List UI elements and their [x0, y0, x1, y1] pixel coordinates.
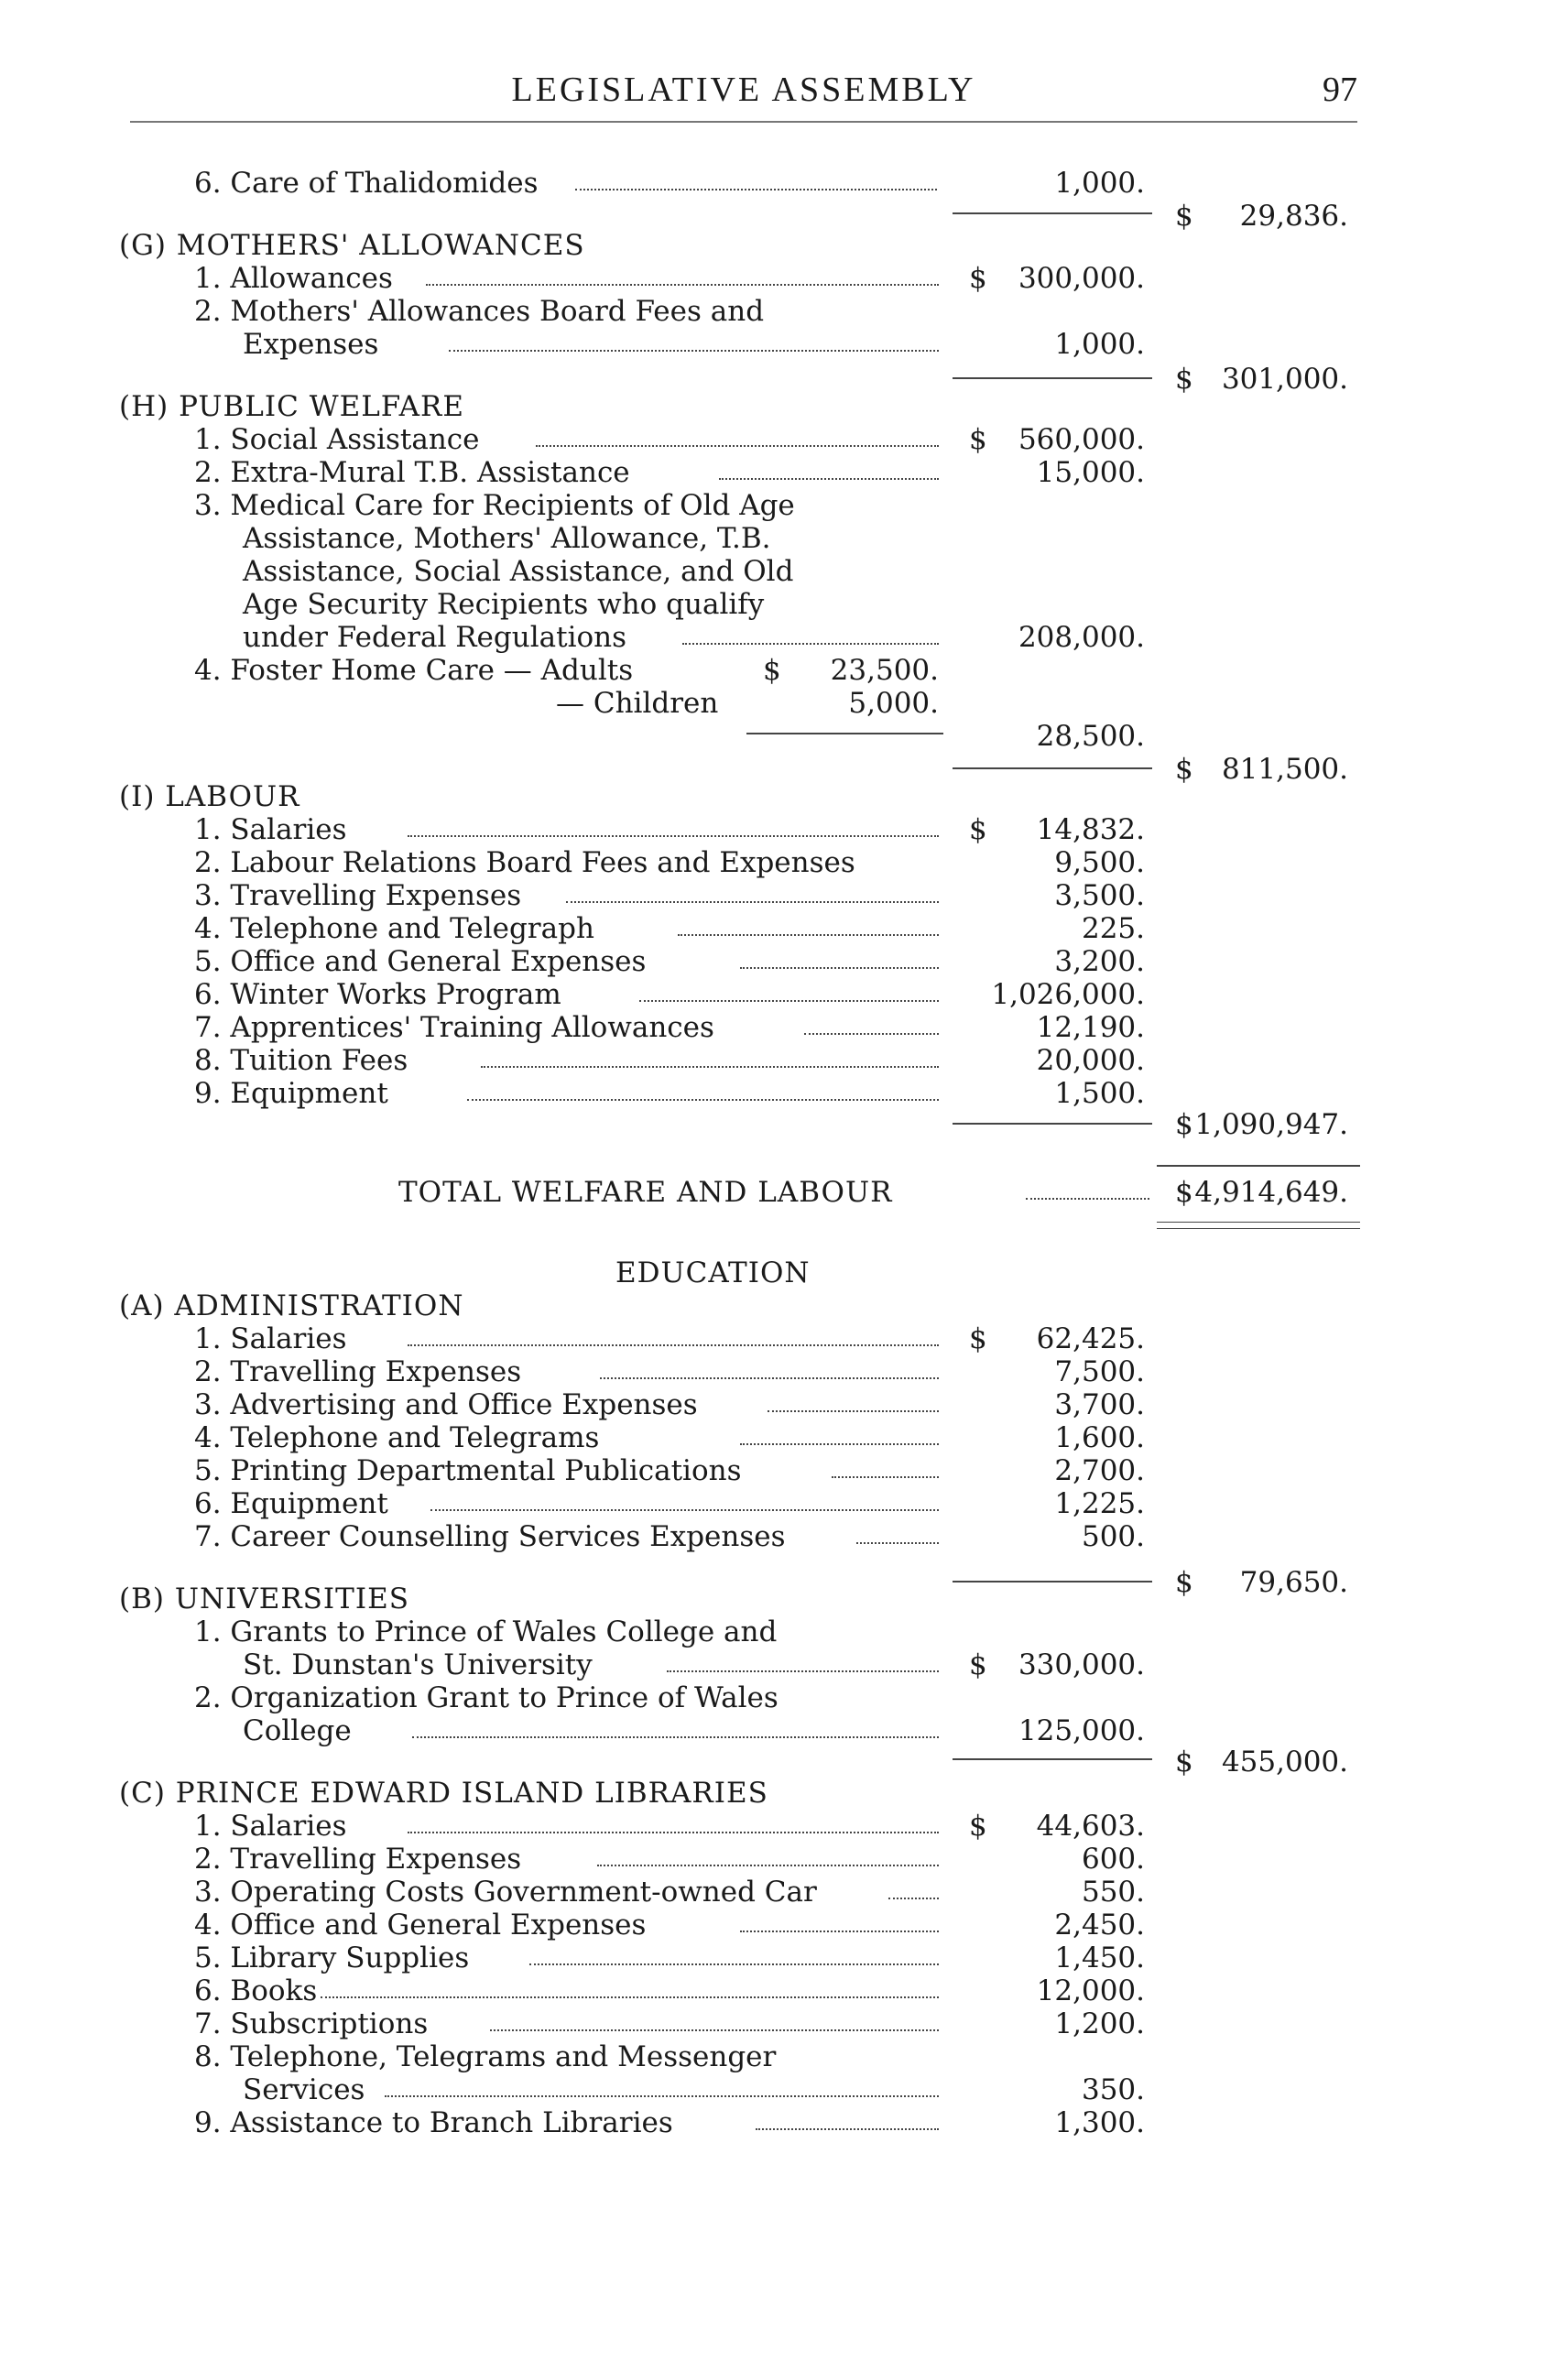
item-amount: 14,832.: [1036, 813, 1145, 846]
dot-leader: [804, 1011, 939, 1035]
dot-leader: [408, 813, 939, 837]
item-amount: 330,000.: [1018, 1648, 1145, 1681]
dot-leader: [856, 1520, 939, 1544]
item-label: Assistance, Social Assistance, and Old: [243, 555, 794, 588]
section-heading: [0, 780, 1568, 813]
item-amount: 1,000.: [1054, 328, 1145, 361]
line-item: [0, 912, 1568, 945]
heading-labour: (I) LABOUR: [119, 780, 300, 813]
dollar-sign: $: [969, 1810, 987, 1843]
dollar-sign: $: [1175, 200, 1193, 233]
line-item: [0, 1388, 1568, 1421]
item-label: 7. Apprentices' Training Allowances: [194, 1011, 714, 1044]
item-amount: 550.: [1081, 1876, 1145, 1909]
dot-leader: [639, 978, 939, 1002]
section-heading: [0, 1777, 1568, 1810]
dot-leader: [490, 2007, 939, 2031]
line-item: [0, 687, 1568, 720]
item-amount: 3,200.: [1054, 945, 1145, 978]
total-rule: [1157, 1165, 1360, 1167]
item-amount: 350.: [1081, 2073, 1145, 2106]
department-heading: [0, 1256, 1568, 1289]
item-amount: 62,425.: [1036, 1322, 1145, 1355]
item-label: Age Security Recipients who qualify: [243, 588, 765, 621]
line-item: [0, 1322, 1568, 1355]
line-item: [0, 1648, 1568, 1681]
item-label: 2. Mothers' Allowances Board Fees and: [194, 295, 765, 328]
dot-leader: [740, 945, 939, 969]
section-heading: [0, 1289, 1568, 1322]
item-label: 6. Winter Works Program: [194, 978, 561, 1011]
item-label: 8. Tuition Fees: [194, 1044, 408, 1077]
item-amount: 28,500.: [1036, 720, 1145, 753]
item-label: 4. Foster Home Care — Adults: [194, 654, 634, 687]
item-label: 9. Assistance to Branch Libraries: [194, 2106, 673, 2139]
heading-public-welfare: (H) PUBLIC WELFARE: [119, 390, 464, 423]
item-amount: 20,000.: [1036, 1044, 1145, 1077]
dot-leader: [408, 1322, 939, 1346]
item-amount: 3,700.: [1054, 1388, 1145, 1421]
item-label: 3. Medical Care for Recipients of Old Age: [194, 489, 795, 522]
item-amount: 2,700.: [1054, 1454, 1145, 1487]
item-label: 6. Care of Thalidomides: [194, 167, 539, 200]
item-amount: 9,500.: [1054, 846, 1145, 879]
line-item: [0, 423, 1568, 456]
item-amount: 1,450.: [1054, 1941, 1145, 1974]
total-amount: 811,500.: [1221, 753, 1348, 786]
dollar-sign: $: [969, 1648, 987, 1681]
item-amount: 1,225.: [1054, 1487, 1145, 1520]
line-item: [0, 2073, 1568, 2106]
item-amount: 600.: [1081, 1843, 1145, 1876]
total-amount: 455,000.: [1221, 1746, 1348, 1778]
item-amount: 1,026,000.: [991, 978, 1145, 1011]
line-item: [0, 1909, 1568, 1941]
dot-leader: [566, 879, 939, 903]
line-item: [0, 167, 1568, 200]
line-item: [0, 879, 1568, 912]
dot-leader: [740, 1909, 939, 1932]
sub-amount: 23,500.: [830, 654, 939, 687]
dot-leader: [467, 1077, 939, 1101]
dollar-sign: $: [969, 1322, 987, 1355]
dot-leader: [1026, 1176, 1149, 1200]
dot-leader: [426, 262, 939, 286]
line-item: [0, 720, 1568, 753]
line-item: [0, 1421, 1568, 1454]
item-label: 2. Labour Relations Board Fees and Expenses: [194, 846, 855, 879]
total-amount: 79,650.: [1239, 1566, 1348, 1599]
heading-administration: (A) ADMINISTRATION: [119, 1289, 464, 1322]
item-label: 6. Equipment: [194, 1487, 388, 1520]
item-label: 3. Travelling Expenses: [194, 879, 522, 912]
item-amount: 560,000.: [1018, 423, 1145, 456]
dot-leader: [536, 423, 939, 447]
dot-leader: [768, 1388, 939, 1412]
item-label: 1. Salaries: [194, 1322, 347, 1355]
item-amount: 500.: [1081, 1520, 1145, 1553]
dot-leader: [430, 1487, 939, 1511]
sub-amount: 5,000.: [848, 687, 939, 720]
line-item: [0, 2007, 1568, 2040]
line-item: [0, 522, 1568, 555]
item-amount: 1,500.: [1054, 1077, 1145, 1110]
item-amount: 2,450.: [1054, 1909, 1145, 1941]
dot-leader: [529, 1941, 939, 1965]
dot-leader: [888, 1876, 939, 1899]
dollar-sign: $: [763, 654, 781, 687]
line-item: [0, 2040, 1568, 2073]
section-total: [0, 1746, 1568, 1778]
dollar-sign: $: [969, 423, 987, 456]
line-item: [0, 489, 1568, 522]
dot-leader: [449, 328, 939, 352]
dollar-sign: $: [969, 262, 987, 295]
item-amount: 125,000.: [1018, 1714, 1145, 1747]
item-label: 9. Equipment: [194, 1077, 388, 1110]
line-item: [0, 1974, 1568, 2007]
item-label: Services: [243, 2073, 365, 2106]
item-label: 1. Salaries: [194, 1810, 347, 1843]
dot-leader: [385, 2073, 939, 2097]
line-item: [0, 262, 1568, 295]
item-label: 7. Career Counselling Services Expenses: [194, 1520, 786, 1553]
dot-leader: [667, 1648, 939, 1672]
line-item: [0, 328, 1568, 361]
total-amount: 29,836.: [1239, 200, 1348, 233]
item-label: 8. Telephone, Telegrams and Messenger: [194, 2040, 777, 2073]
line-item: [0, 1011, 1568, 1044]
line-item: [0, 813, 1568, 846]
line-item: [0, 1843, 1568, 1876]
line-item: [0, 1077, 1568, 1110]
line-item: [0, 1810, 1568, 1843]
item-amount: 44,603.: [1036, 1810, 1145, 1843]
line-item: [0, 1487, 1568, 1520]
section-total: [0, 1108, 1568, 1141]
dot-leader: [321, 1974, 939, 1998]
line-item: [0, 1876, 1568, 1909]
line-item: [0, 1454, 1568, 1487]
item-label: 2. Organization Grant to Prince of Wales: [194, 1681, 779, 1714]
page-number: 97: [1323, 71, 1357, 109]
item-label: 5. Library Supplies: [194, 1941, 470, 1974]
dot-leader: [481, 1044, 939, 1068]
total-amount: 1,090,947.: [1194, 1108, 1348, 1141]
item-amount: 3,500.: [1054, 879, 1145, 912]
item-amount: 1,200.: [1054, 2007, 1145, 2040]
item-amount: 1,300.: [1054, 2106, 1145, 2139]
item-amount: 7,500.: [1054, 1355, 1145, 1388]
dot-leader: [682, 621, 939, 645]
dollar-sign: $: [1175, 753, 1193, 786]
dot-leader: [600, 1355, 939, 1379]
heading-libraries: (C) PRINCE EDWARD ISLAND LIBRARIES: [119, 1777, 768, 1810]
item-label: 3. Advertising and Office Expenses: [194, 1388, 698, 1421]
item-label: St. Dunstan's University: [243, 1648, 593, 1681]
dot-leader: [678, 912, 939, 936]
item-label: 1. Social Assistance: [194, 423, 480, 456]
grand-total-label: TOTAL WELFARE AND LABOUR: [398, 1176, 893, 1209]
item-amount: 225.: [1081, 912, 1145, 945]
item-label: 4. Telephone and Telegraph: [194, 912, 594, 945]
dollar-sign: $: [969, 813, 987, 846]
dollar-sign: $: [1175, 1746, 1193, 1778]
line-item: [0, 1615, 1568, 1648]
heading-education: EDUCATION: [615, 1256, 811, 1289]
dot-leader: [575, 167, 937, 190]
line-item: [0, 945, 1568, 978]
dot-leader: [597, 1843, 939, 1866]
dot-leader: [832, 1454, 939, 1478]
section-total: [0, 200, 1568, 233]
line-item: [0, 456, 1568, 489]
double-rule-top: [1157, 1222, 1360, 1223]
line-item: [0, 654, 1568, 687]
item-label: 2. Extra-Mural T.B. Assistance: [194, 456, 630, 489]
item-label: College: [243, 1714, 352, 1747]
section-heading: [0, 1582, 1568, 1615]
item-label: 4. Telephone and Telegrams: [194, 1421, 600, 1454]
item-label: 1. Grants to Prince of Wales College and: [194, 1615, 778, 1648]
line-item: [0, 555, 1568, 588]
dollar-sign: $: [1175, 1108, 1193, 1141]
dot-leader: [719, 456, 939, 480]
item-label: 2. Travelling Expenses: [194, 1843, 522, 1876]
line-item: [0, 2106, 1568, 2139]
item-amount: 15,000.: [1036, 456, 1145, 489]
running-title: LEGISLATIVE ASSEMBLY: [511, 71, 976, 109]
item-amount: 12,000.: [1036, 1974, 1145, 2007]
line-item: [0, 1941, 1568, 1974]
heading-universities: (B) UNIVERSITIES: [119, 1582, 409, 1615]
item-amount: 1,000.: [1054, 167, 1145, 200]
grand-total-amount: 4,914,649.: [1194, 1176, 1348, 1209]
section-heading: [0, 229, 1568, 262]
item-amount: 12,190.: [1036, 1011, 1145, 1044]
item-label: 4. Office and General Expenses: [194, 1909, 647, 1941]
line-item: [0, 295, 1568, 328]
line-item: [0, 588, 1568, 621]
dollar-sign: $: [1175, 363, 1193, 396]
line-item: [0, 1681, 1568, 1714]
dot-leader: [412, 1714, 939, 1738]
double-rule-bottom: [1157, 1228, 1360, 1229]
section-heading: [0, 390, 1568, 423]
line-item: [0, 1044, 1568, 1077]
item-label: Expenses: [243, 328, 379, 361]
item-label: 3. Operating Costs Government-owned Car: [194, 1876, 817, 1909]
item-label: — Children: [556, 687, 719, 720]
item-label: 1. Salaries: [194, 813, 347, 846]
line-item: [0, 1520, 1568, 1553]
dot-leader: [408, 1810, 939, 1833]
dot-leader: [756, 2106, 939, 2130]
line-item: [0, 621, 1568, 654]
line-item: [0, 1355, 1568, 1388]
item-label: 7. Subscriptions: [194, 2007, 429, 2040]
item-label: 2. Travelling Expenses: [194, 1355, 522, 1388]
total-amount: 301,000.: [1221, 363, 1348, 396]
item-label: 6. Books: [194, 1974, 318, 2007]
dollar-sign: $: [1175, 1566, 1193, 1599]
item-label: 5. Office and General Expenses: [194, 945, 647, 978]
item-label: 5. Printing Departmental Publications: [194, 1454, 742, 1487]
line-item: [0, 1714, 1568, 1747]
item-amount: 208,000.: [1018, 621, 1145, 654]
line-item: [0, 978, 1568, 1011]
item-label: under Federal Regulations: [243, 621, 627, 654]
dot-leader: [740, 1421, 939, 1445]
line-item: [0, 846, 1568, 879]
heading-mothers-allowances: (G) MOTHERS' ALLOWANCES: [119, 229, 585, 262]
grand-total: [0, 1176, 1568, 1209]
dollar-sign: $: [1175, 1176, 1193, 1209]
item-amount: 1,600.: [1054, 1421, 1145, 1454]
item-label: Assistance, Mothers' Allowance, T.B.: [243, 522, 771, 555]
item-amount: 300,000.: [1018, 262, 1145, 295]
item-label: 1. Allowances: [194, 262, 393, 295]
